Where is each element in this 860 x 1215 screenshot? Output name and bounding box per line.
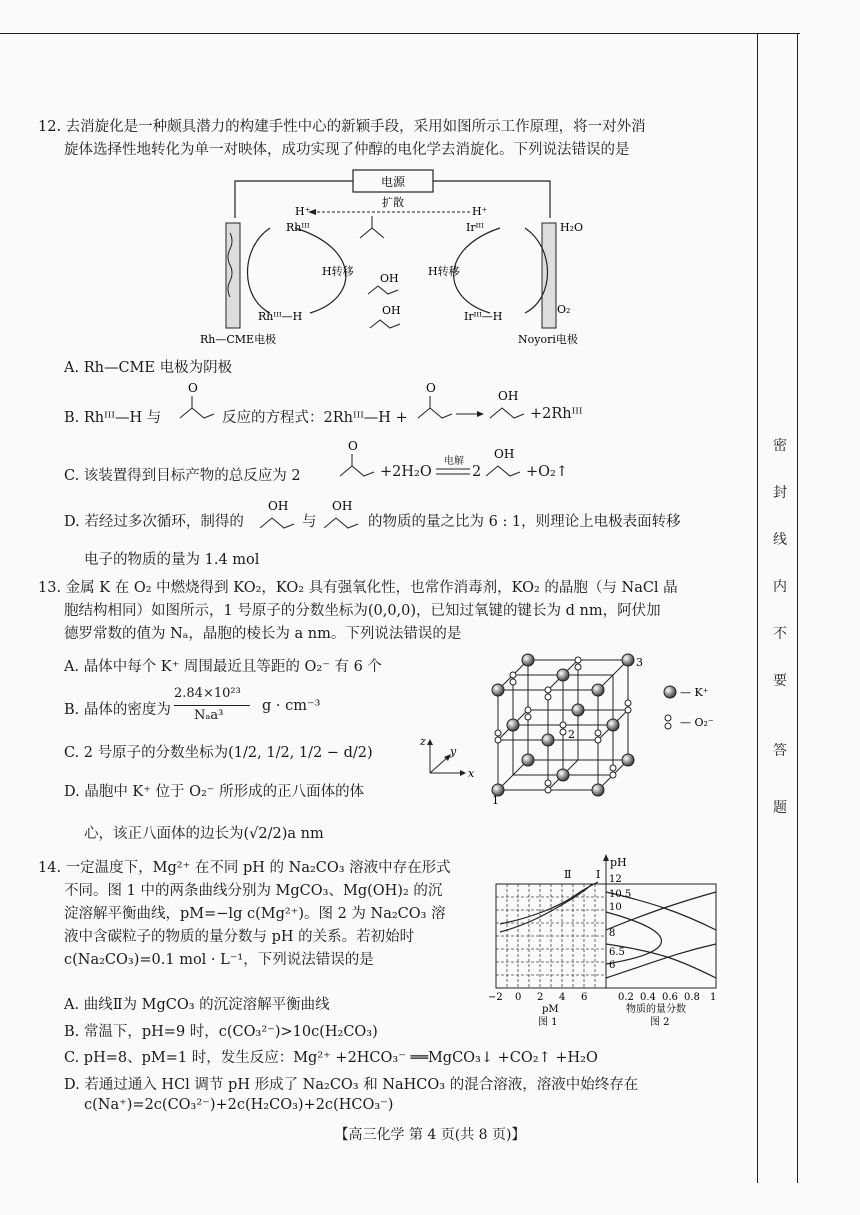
svg-text:0.6: 0.6 [662, 992, 678, 1003]
svg-text:pM: pM [542, 1004, 559, 1015]
right-wire [433, 181, 550, 218]
q13-stem-line3: 德罗常数的值为 Nₐ，晶胞的棱长为 a nm。下列说法错误的是 [64, 626, 462, 642]
h-transfer-left: H转移 [322, 265, 354, 278]
svg-text:OH: OH [494, 447, 515, 461]
equals-arrow [436, 466, 470, 478]
margin-char: 题 [773, 800, 787, 816]
svg-text:2: 2 [568, 728, 575, 741]
h-transfer-right: H转移 [428, 265, 460, 278]
margin-char: 内 [773, 579, 787, 595]
top-rule [0, 33, 800, 34]
svg-text:4: 4 [559, 992, 566, 1003]
svg-text:OH: OH [332, 499, 353, 513]
svg-text:O: O [348, 439, 358, 453]
svg-text:0.2: 0.2 [618, 992, 634, 1003]
svg-text:12: 12 [609, 874, 622, 885]
q12-stem-line2: 旋体选择性地转化为单一对映体，成功实现了仲醇的电化学去消旋化。下列说法错误的是 [64, 142, 630, 158]
alcohol-structure [482, 446, 526, 482]
alcohol2-oh: OH [382, 304, 401, 317]
svg-text:1: 1 [492, 794, 499, 805]
svg-text:O: O [188, 381, 198, 395]
q13-stem-line1: 13. 金属 K 在 O₂ 中燃烧得到 KO₂，KO₂ 具有强氧化性，也常作消毒剂，KO₂ 的晶胞（与 NaCl 晶 [38, 580, 678, 596]
alcohol-structure [486, 388, 530, 424]
svg-text:— K⁺: — K⁺ [680, 686, 709, 699]
svg-text:0.8: 0.8 [684, 992, 700, 1003]
q12-option-c[interactable]: C. 该装置得到目标产物的总反应为 2 O +2H₂O 电解 2 OH +O₂↑ [64, 439, 568, 484]
svg-text:3: 3 [636, 656, 643, 669]
rh3-label: Rhᴵᴵᴵ [286, 221, 310, 234]
q12-stem-line1: 12. 去消旋化是一种颇具潜力的构建手性中心的新颖手段，采用如图所示工作原理，将一对外消 [38, 119, 646, 135]
svg-text:6: 6 [581, 992, 588, 1003]
margin-char: 密 [773, 438, 787, 454]
margin-char: 封 [773, 485, 787, 501]
kO2-unit-cell [488, 650, 758, 805]
power-label: 电源 [380, 175, 406, 189]
q13-option-a[interactable]: A. 晶体中每个 K⁺ 周围最近且等距的 O₂⁻ 有 6 个 [64, 659, 382, 675]
left-electrode-label: Rh—CME电极 [200, 333, 277, 346]
svg-text:10.5: 10.5 [609, 889, 632, 900]
svg-text:x: x [468, 767, 475, 780]
svg-text:y: y [450, 745, 457, 758]
svg-text:2: 2 [537, 992, 544, 1003]
q13-option-b[interactable]: B. 晶体的密度为 2.84×10²³ Nₐa³ g · cm⁻³ [64, 686, 321, 723]
acetone-structure [414, 380, 454, 424]
margin-char: 线 [773, 532, 787, 548]
curve-2 [500, 884, 592, 932]
acetone-structure [176, 380, 216, 424]
ir3-label: Irᴵᴵᴵ [466, 221, 484, 234]
curve-1 [500, 882, 598, 924]
svg-text:OH: OH [268, 499, 289, 513]
ketone-skeleton [360, 228, 384, 238]
q14-option-d[interactable]: D. 若通过通入 HCl 调节 pH 形成了 Na₂CO₃ 和 NaHCO₃ 的混合溶液，溶液中始终存在 [64, 1077, 639, 1093]
q14-stem-line1: 14. 一定温度下，Mg²⁺ 在不同 pH 的 Na₂CO₃ 溶液中存在形式 [38, 860, 451, 876]
o2-label: O₂ [557, 303, 571, 316]
q14-stem-line5: c(Na₂CO₃)=0.1 mol · L⁻¹，下列说法错误的是 [64, 952, 374, 968]
svg-text:图 2: 图 2 [650, 1017, 670, 1028]
acetone-structure [336, 438, 376, 482]
q14-figures [480, 852, 750, 1032]
q12-electrochem-diagram [200, 168, 600, 348]
h2o-label: H₂O [560, 221, 584, 234]
q14-stem-line4: 液中含碳粒子的物质的量分数与 pH 的关系。若初始时 [64, 929, 415, 945]
right-electrode [542, 223, 556, 328]
svg-text:物质的量分数: 物质的量分数 [626, 1004, 686, 1015]
svg-text:图 1: 图 1 [538, 1017, 558, 1028]
svg-text:— O₂⁻: — O₂⁻ [680, 716, 714, 729]
svg-text:pH: pH [610, 856, 627, 869]
q13-option-d[interactable]: D. 晶胞中 K⁺ 位于 O₂⁻ 所形成的正八面体的体 [64, 784, 365, 800]
diffuse-label: 扩散 [382, 196, 404, 209]
q12-option-d[interactable]: D. 若经过多次循环，制得的 OH 与 OH 的物质的量之比为 6 : 1，则理论上电极表面转移 [64, 506, 754, 536]
axis-indicator [418, 735, 478, 780]
svg-text:1: 1 [710, 992, 717, 1003]
q12-option-b[interactable]: B. Rhᴵᴵᴵ—H 与 O 反应的方程式：2Rhᴵᴵᴵ—H + O OH +2Rhᴵᴵᴵ [64, 381, 583, 426]
right-electrode-label: Noyori电极 [518, 333, 578, 346]
svg-text:10: 10 [609, 902, 622, 913]
binding-line-left [757, 33, 758, 1183]
q14-option-b[interactable]: B. 常温下，pH=9 时，c(CO₃²⁻)>10c(H₂CO₃) [64, 1024, 378, 1040]
left-electrode [226, 223, 240, 328]
svg-text:OH: OH [498, 389, 519, 403]
q13-option-c[interactable]: C. 2 号原子的分数坐标为(1/2, 1/2, 1/2 − d/2) [64, 745, 373, 761]
svg-text:z: z [420, 735, 426, 748]
svg-text:Ⅱ: Ⅱ [564, 868, 572, 881]
reaction-arrow [456, 402, 486, 422]
margin-char: 不 [773, 626, 787, 642]
margin-char: 答 [773, 743, 787, 759]
alcohol-structure [320, 498, 364, 534]
svg-text:8: 8 [609, 928, 616, 939]
margin-char: 要 [773, 673, 787, 689]
q14-option-d-line2: c(Na⁺)=2c(CO₃²⁻)+2c(H₂CO₃)+2c(HCO₃⁻) [84, 1097, 394, 1113]
q12-option-d-line2: 电子的物质的量为 1.4 mol [84, 552, 260, 568]
svg-text:O: O [426, 381, 436, 395]
q13-stem-line2: 胞结构相同）如图所示，1 号原子的分数坐标为(0,0,0)，已知过氧键的键长为 d nm，阿伏加 [64, 603, 661, 619]
q14-option-c[interactable]: C. pH=8、pM=1 时，发生反应：Mg²⁺ +2HCO₃⁻ ══MgCO₃↓ +CO₂↑ +H₂O [64, 1050, 598, 1066]
hplus-left: H⁺ [295, 205, 311, 218]
page-footer: 【高三化学 第 4 页(共 8 页)】 [334, 1127, 526, 1143]
q14-option-a[interactable]: A. 曲线Ⅱ为 MgCO₃ 的沉淀溶解平衡曲线 [64, 997, 330, 1013]
q13-option-d-line2: 心，该正八面体的边长为(√2/2)a nm [84, 826, 324, 842]
binding-line-right [797, 33, 798, 1183]
q14-stem-line3: 淀溶解平衡曲线，pM=−lg c(Mg²⁺)。图 2 为 Na₂CO₃ 溶 [64, 906, 446, 922]
q14-stem-line2: 不同。图 1 中的两条曲线分别为 MgCO₃、Mg(OH)₂ 的沉 [64, 883, 443, 899]
svg-text:−2: −2 [488, 992, 503, 1003]
svg-text:0: 0 [515, 992, 522, 1003]
rh-h-label: Rhᴵᴵᴵ—H [258, 310, 303, 323]
ir-h-label: Irᴵᴵᴵ—H [464, 310, 503, 323]
left-wire [235, 181, 353, 218]
svg-text:6.5: 6.5 [609, 947, 625, 958]
svg-text:6: 6 [609, 960, 616, 971]
svg-text:Ⅰ: Ⅰ [596, 868, 601, 881]
q12-option-a[interactable]: A. Rh—CME 电极为阴极 [64, 360, 233, 376]
alcohol-structure [256, 498, 300, 534]
alcohol1-oh: OH [380, 272, 399, 285]
svg-text:0.4: 0.4 [640, 992, 656, 1003]
hplus-right: H⁺ [472, 205, 488, 218]
